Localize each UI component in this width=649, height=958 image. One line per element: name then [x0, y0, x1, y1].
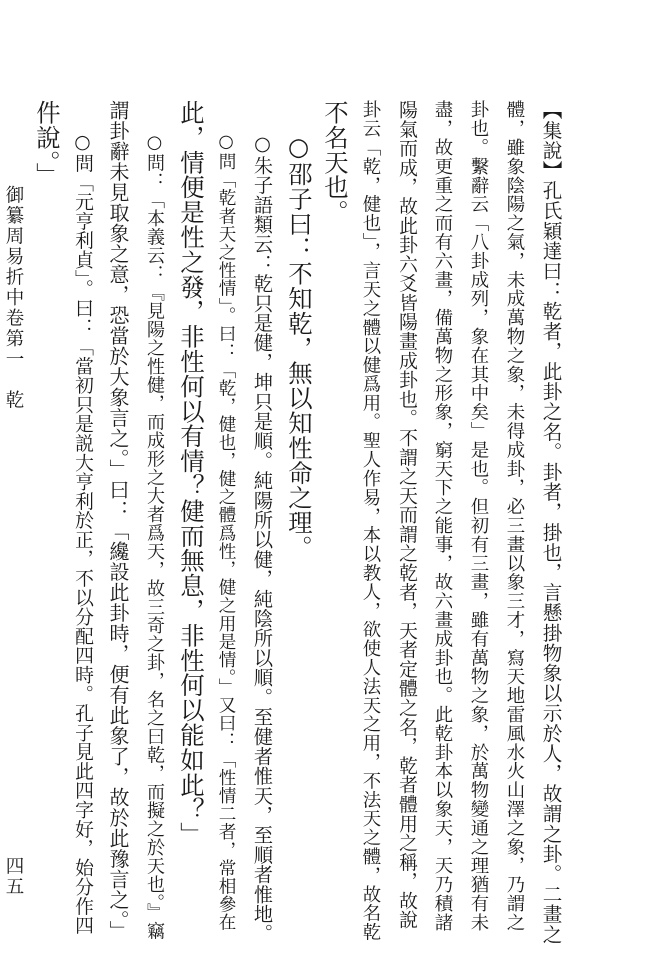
- text-column-3: 卦也。繫辭云「八卦成列，象在其中矣」是也。但初有三畫，雖有萬物之象，於萬物變通之理猶有未: [468, 100, 489, 932]
- text-column-2: 體，雖象陰陽之氣，未成萬物之象，未得成卦，必三畫以象三才，寫天地雷風水火山澤之象，乃謂之: [504, 100, 525, 932]
- text-column-7: 不名天也。: [320, 100, 349, 225]
- text-column-4: 盡，故更重之而有六畫，備萬物之形象，窮天下之能事，故六畫成卦也。此乾卦本以象天，天乃積諸: [432, 100, 453, 932]
- text-column-8: ○邵子曰：不知乾，無以知性命之理。: [284, 132, 313, 560]
- page-number: 四五: [3, 856, 24, 897]
- running-title: 御纂周易折中卷第一 乾: [3, 185, 24, 411]
- text-column-13: 謂卦辭未見取象之意，恐當於大象言之。」曰：「纔設此卦時，便有此象了，故於此豫言之。」: [106, 100, 130, 941]
- text-column-12: ○問：「本義云：『見陽之性健，而成形之大者爲天，故三奇之卦，名之曰乾，而擬之於天也。』竊: [144, 132, 165, 940]
- text-column-14: ○問「元亨利貞」。曰：「當初只是説大亨利於正，不以分配四時。孔子見此四字好，始分作四: [72, 132, 93, 935]
- text-column-10: ○問「乾者天之性情」。曰：「乾，健也，健之體爲性，健之用是情。」又曰：「性情二者，常相參在: [216, 132, 236, 932]
- text-column-9: ○朱子語類云：乾只是健，坤只是順。純陽所以健，純陰所以順。至健者惟天，至順者惟地。: [251, 132, 274, 944]
- text-column-5: 陽氣而成，故此卦六爻皆陽畫成卦也。不謂之天而謂之乾者，天者定體之名，乾者體用之稱，故說: [396, 100, 417, 930]
- text-column-11: 此，情便是性之發，非性何以有情？健而無息，非性何以能如此？」: [176, 100, 205, 847]
- text-column-1: 【集說】孔氏穎達曰：乾者，此卦之名。卦者，掛也，言懸掛物象以示於人，故謂之卦。二畫之: [539, 100, 562, 945]
- text-column-6: 卦云「乾，健也」，言天之體以健爲用。聖人作易，本以教人，欲使人法天之用，不法天之體，故名乾: [360, 100, 381, 942]
- text-column-15: 件說。」: [32, 100, 61, 188]
